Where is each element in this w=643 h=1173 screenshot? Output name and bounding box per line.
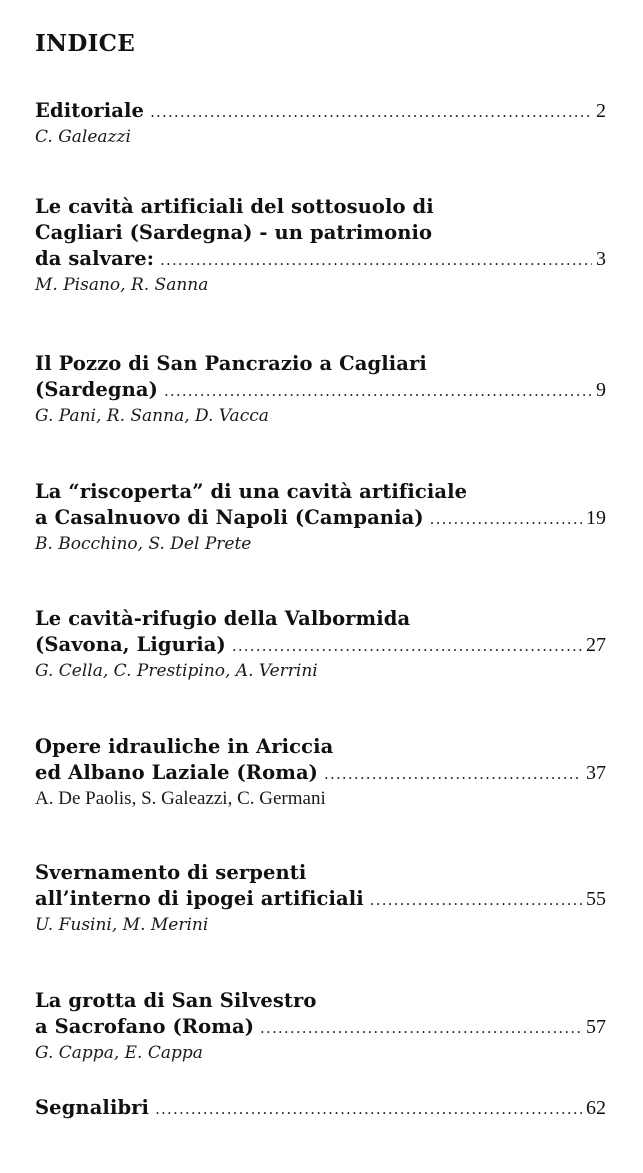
entry-title-row (35, 1014, 606, 1041)
dot-leader (164, 378, 592, 404)
dot-leader (324, 761, 582, 787)
dot-leader (260, 1015, 582, 1041)
entry-title: da salvare: (35, 247, 155, 270)
entry-page-number: 55 (586, 888, 606, 910)
entry-title-line: Cagliari (Sardegna) - un patrimonio (35, 221, 433, 244)
dot-leader (155, 1096, 582, 1122)
index-entry (35, 606, 606, 683)
entry-authors: C. Galeazzi (35, 127, 131, 147)
entry-title-line: La “riscoperta” di una cavità artificiale (35, 480, 468, 503)
index-entry (35, 194, 606, 297)
entry-authors: G. Cappa, E. Cappa (35, 1043, 203, 1063)
entry-page-number: 3 (596, 248, 606, 270)
index-entry (35, 734, 606, 811)
entry-title: all’interno di ipogei artificiali (35, 887, 364, 910)
entry-title-row (35, 505, 606, 532)
entry-title: a Sacrofano (Roma) (35, 1015, 255, 1038)
entry-authors: G. Pani, R. Sanna, D. Vacca (35, 406, 269, 426)
entry-title: (Sardegna) (35, 378, 158, 401)
dot-leader (370, 887, 582, 913)
index-entry (35, 1095, 606, 1122)
entry-page-number: 27 (586, 634, 606, 656)
entry-title-row (35, 1095, 606, 1122)
entry-authors: G. Cella, C. Prestipino, A. Verrini (35, 661, 318, 681)
entry-authors: M. Pisano, R. Sanna (35, 275, 209, 295)
entry-title-row (35, 886, 606, 913)
entry-title-line: Le cavità-rifugio della Valbormida (35, 607, 411, 630)
entry-title-row (35, 760, 606, 787)
entry-title: Segnalibri (35, 1096, 150, 1119)
entry-authors: B. Bocchino, S. Del Prete (35, 534, 252, 554)
entry-title-row (35, 98, 606, 125)
index-entry (35, 351, 606, 428)
entry-title: (Savona, Liguria) (35, 633, 226, 656)
entry-title-line: La grotta di San Silvestro (35, 989, 317, 1012)
index-heading: INDICE (35, 30, 136, 57)
dot-leader (160, 247, 592, 273)
entry-page-number: 57 (586, 1016, 606, 1038)
index-entry (35, 98, 606, 149)
entry-authors: U. Fusini, M. Merini (35, 915, 209, 935)
entry-title-row (35, 246, 606, 273)
entry-title: ed Albano Laziale (Roma) (35, 761, 319, 784)
entry-title-line: Le cavità artificiali del sottosuolo di (35, 195, 434, 218)
entry-title-row (35, 632, 606, 659)
dot-leader (430, 506, 582, 532)
entry-title-line: Svernamento di serpenti (35, 861, 307, 884)
index-entry (35, 860, 606, 937)
entry-page-number: 2 (596, 100, 606, 122)
entry-title-line: Opere idrauliche in Ariccia (35, 735, 334, 758)
entry-authors: A. De Paolis, S. Galeazzi, C. Germani (35, 788, 326, 809)
index-entry (35, 479, 606, 556)
entry-title: Editoriale (35, 99, 145, 122)
dot-leader (150, 99, 592, 125)
entry-title-row (35, 377, 606, 404)
entry-page-number: 9 (596, 379, 606, 401)
dot-leader (232, 633, 582, 659)
entry-page-number: 37 (586, 762, 606, 784)
entry-page-number: 19 (586, 507, 606, 529)
entry-title-line: Il Pozzo di San Pancrazio a Cagliari (35, 352, 427, 375)
entry-title: a Casalnuovo di Napoli (Campania) (35, 506, 424, 529)
entry-page-number: 62 (586, 1097, 606, 1119)
index-entry (35, 988, 606, 1065)
